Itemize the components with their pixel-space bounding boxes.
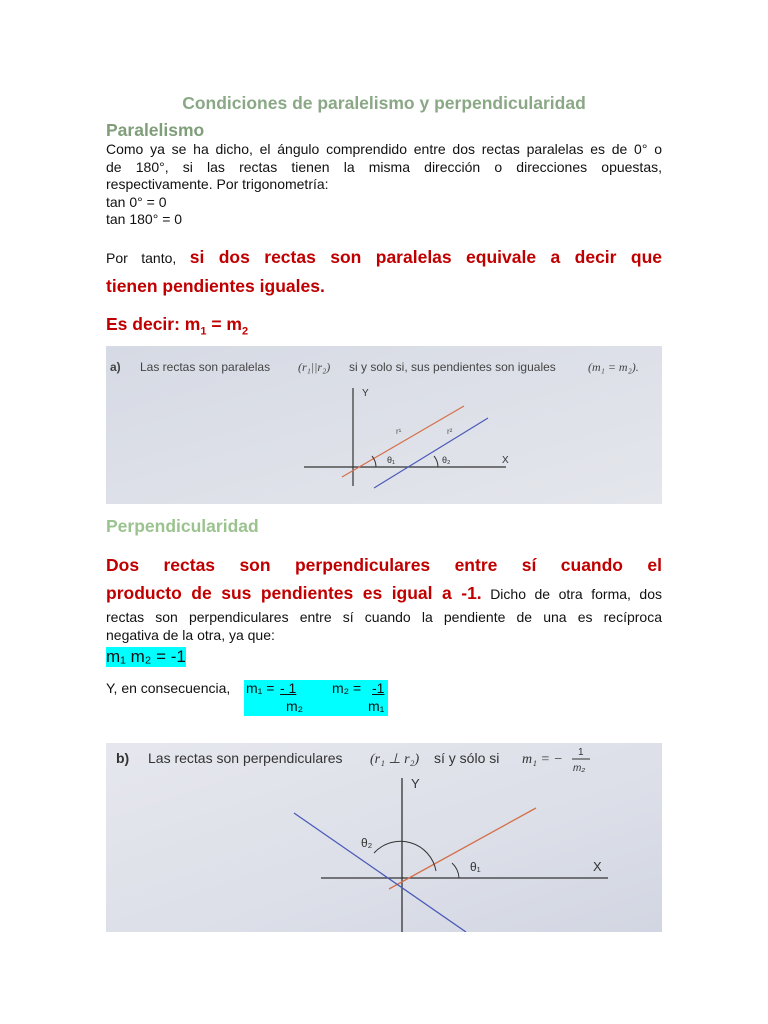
m1-denominator: m₂ (286, 698, 304, 714)
figure-b-caption-mid: sí y sólo si (434, 750, 500, 766)
figure-a-caption-mid: si y solo si, sus pendientes son iguales (349, 360, 556, 374)
explain-line: negativa de la otra, ya que: (106, 626, 275, 643)
figure-b-frac-den: m₂ (573, 763, 586, 774)
y-axis-b-label: Y (411, 776, 420, 791)
m2-numerator: -1 (372, 680, 385, 696)
figure-a-prefix: a) (110, 360, 121, 374)
consequence-text: Y, en consecuencia, (106, 680, 231, 696)
document-title: Condiciones de paralelismo y perpendicularidad (182, 93, 586, 113)
parallel-equation: Es decir: $m_1 = m_2$ (106, 314, 249, 338)
tan-180: tan 180° = 0 (106, 211, 183, 227)
highlighted-fractions (244, 680, 388, 716)
m1-numerator: - 1 (280, 680, 297, 696)
figure-a-caption-math: (r₁||r₂) (298, 360, 331, 374)
y-axis-label: Y (362, 388, 369, 399)
explain-line: rectas son perpendiculares entre sí cuando la pendiente de una es recíproca (106, 609, 662, 625)
perpendicular-explanation (106, 609, 662, 644)
conclusion-line-2: tienen pendientes iguales. (106, 276, 325, 296)
figure-a-caption: Las rectas son paralelas (140, 360, 271, 374)
intro-line: de 180°, si las rectas tienen la misma dirección o direcciones opuestas, (106, 158, 662, 175)
tan-zero: tan 0° = 0 (106, 193, 167, 210)
paralelismo-conclusion (106, 243, 662, 300)
figure-b-caption-math: (r₁ ⊥ r₂) (370, 752, 420, 767)
m2-denominator: m₁ (368, 698, 385, 714)
explain-inline: Dicho de otra forma, dos (481, 586, 662, 602)
angle-theta-1: θ₁ (387, 455, 396, 465)
figure-b-caption-eq: m₁ = − (522, 752, 563, 767)
figure-b-frac-num: 1 (578, 747, 584, 758)
figure-a-caption-eq: (m₁ = m₂). (588, 360, 639, 374)
paralelismo-intro (106, 141, 662, 229)
section-heading-paralelismo: Paralelismo (106, 120, 205, 140)
angle-theta-1-b: θ₁ (470, 860, 481, 874)
section-heading-perpendicularidad: Perpendicularidad (106, 516, 259, 536)
por-tanto-text: Por tanto, (106, 250, 177, 266)
line-r1-label: r¹ (396, 427, 402, 436)
intro-line: Como ya se ha dicho, el ángulo comprendido entre dos rectas paralelas es de 0° o (106, 141, 662, 157)
figure-b-prefix: b) (116, 750, 130, 766)
figure-perpendicular-photo (106, 743, 662, 932)
m1-eq: m₁ = (246, 680, 275, 696)
m2-eq: m₂ = (332, 680, 362, 696)
line-r2-label: r² (447, 427, 453, 436)
perpendicular-statement (106, 551, 662, 608)
angle-theta-2-b: θ₂ (361, 836, 373, 850)
consequence-block (106, 680, 662, 716)
conclusion-line-1: si dos rectas son paralelas equivale a decir que (189, 247, 663, 267)
figure-parallel-photo (106, 346, 662, 504)
figure-b-caption: Las rectas son perpendiculares (148, 750, 343, 766)
angle-theta-2: θ₂ (442, 455, 451, 465)
x-axis-label: X (502, 455, 509, 466)
statement-line-2: producto de sus pendientes es igual a -1. (106, 583, 482, 603)
product-equation: m₁ m₂ = -1 (106, 647, 186, 666)
statement-line-1: Dos rectas son perpendiculares entre sí cuando el (106, 555, 662, 575)
intro-line: respectivamente. Por trigonometría: (106, 176, 329, 192)
x-axis-b-label: X (593, 859, 602, 874)
